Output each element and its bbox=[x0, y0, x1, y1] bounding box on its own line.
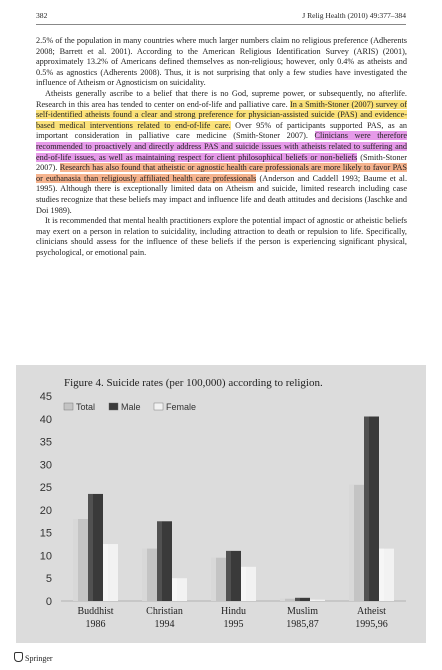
y-tick-label: 40 bbox=[39, 413, 52, 426]
x-category-label: Hindu bbox=[221, 606, 246, 617]
x-year-label: 1994 bbox=[154, 619, 175, 630]
x-year-label: 1985,87 bbox=[286, 619, 319, 630]
bar-highlight bbox=[88, 494, 93, 601]
bar-highlight bbox=[226, 551, 231, 601]
bar-highlight bbox=[172, 578, 177, 601]
text-run: 2.5% of the population in many countries where much larger numbers claim no religious preference (Adherents 2008; Barrett et al. 2001). According to the American Religious Identification Survey (ARIS) (2001), approximately 13.2% of Americans defined themselves as non-religious; however, only 0.4% as atheists and 0.5% as agnostics (Adherents 2008). Thus, it is not surprising that only a few studies have investigated the influence of Atheism or Agnosticism on suicidality. bbox=[36, 36, 407, 88]
journal-citation: J Relig Health (2010) 49:377–384 bbox=[302, 11, 406, 20]
x-category-label: Christian bbox=[146, 606, 183, 617]
y-tick-label: 35 bbox=[39, 436, 52, 449]
highlighted-text: Clinicians were therefore recommended to proactively and directly address PAS and suicide issues with atheists related to suffering and end-of-life issues, as well as maintaining respect for client philosophical beliefs or non-beliefs bbox=[36, 131, 407, 162]
y-tick-label: 45 bbox=[39, 391, 52, 403]
bar-highlight bbox=[103, 544, 108, 601]
body-text bbox=[36, 36, 407, 258]
text-run: (Smith-Stoner 2007). bbox=[36, 152, 408, 173]
x-category-label: Buddhist bbox=[77, 606, 114, 617]
bar-highlight bbox=[310, 600, 315, 601]
text-run: (Anderson and Caddell 1993; Baume et al. 1995). Although there is exceptionally limited data on Atheism and suicide, limited research including case studies recognize that these beliefs may impact and influence life and death attitudes and decisions (Jaschke and Doi 1989). bbox=[36, 173, 408, 215]
legend-entry: Female bbox=[166, 402, 197, 412]
x-category-label: Muslim bbox=[286, 606, 319, 617]
text-run: It is recommended that mental health practitioners explore the potential impact of agnostic or atheistic beliefs may exert on a person in relation to suicidality, including attraction to death or repulsion to life. Specifically, clinicians should assess for the influence of these beliefs if the person is experiencing significant physical, psychological, or emotional pain. bbox=[36, 216, 407, 257]
x-year-label: 1995 bbox=[223, 619, 244, 630]
y-tick-label: 30 bbox=[39, 459, 52, 472]
bar-highlight bbox=[157, 521, 162, 601]
bar-highlight bbox=[349, 485, 354, 601]
text-run: Atheists generally ascribe to a belief that there is no God, supreme power, or subsequently, no afterlife. Research in this area has tended to center on end-of-life and palliative care. bbox=[36, 88, 407, 109]
bar-highlight bbox=[73, 519, 78, 601]
springer-logo-icon bbox=[14, 652, 23, 662]
page-number: 382 bbox=[36, 11, 48, 20]
x-category-label: Atheist bbox=[357, 606, 386, 617]
paragraph-1 bbox=[36, 36, 407, 89]
bar-highlight bbox=[211, 558, 216, 601]
page-footer bbox=[14, 652, 53, 663]
publisher-name: Springer bbox=[25, 654, 53, 663]
bar-highlight bbox=[295, 598, 300, 601]
legend-swatch bbox=[64, 403, 73, 410]
x-year-label: 1995,96 bbox=[355, 619, 388, 630]
highlighted-text: Research has also found that atheistic or agnostic health care professionals are more likely to favor PAS or euthanasia than religiously affiliated health care professionals bbox=[36, 163, 407, 183]
legend-swatch bbox=[109, 403, 118, 410]
text-run: Over 95% of participants supported PAS, as an important consideration in palliative care medicine (Smith-Stoner 2007). bbox=[36, 120, 408, 141]
highlighted-text: In a Smith-Stoner (2007) survey of self-identified atheists found a clear and strong preference for physician-assisted suicide (PAS) and evidence-based medical interventions related to end-of-life care. bbox=[36, 99, 407, 130]
paragraph-3 bbox=[36, 216, 407, 258]
bar-highlight bbox=[280, 599, 285, 601]
bar-highlight bbox=[142, 549, 147, 601]
figure-4 bbox=[16, 365, 426, 643]
legend-entry: Male bbox=[121, 402, 141, 412]
paragraph-2 bbox=[36, 89, 407, 216]
bar-highlight bbox=[379, 549, 384, 601]
header-rule bbox=[36, 24, 406, 25]
legend-swatch bbox=[154, 403, 163, 410]
y-tick-label: 25 bbox=[39, 482, 52, 495]
y-tick-label: 15 bbox=[39, 527, 52, 540]
bar-highlight bbox=[364, 417, 369, 602]
bar-highlight bbox=[241, 567, 246, 601]
y-tick-label: 10 bbox=[39, 550, 52, 563]
x-year-label: 1986 bbox=[85, 619, 106, 630]
y-tick-label: 5 bbox=[45, 573, 52, 586]
y-tick-label: 0 bbox=[45, 596, 52, 608]
chart-title: Figure 4. Suicide rates (per 100,000) according to religion. bbox=[64, 377, 323, 389]
legend-entry: Total bbox=[76, 402, 96, 412]
running-header bbox=[36, 11, 406, 23]
y-tick-label: 20 bbox=[39, 504, 52, 517]
bar-chart bbox=[16, 365, 426, 643]
